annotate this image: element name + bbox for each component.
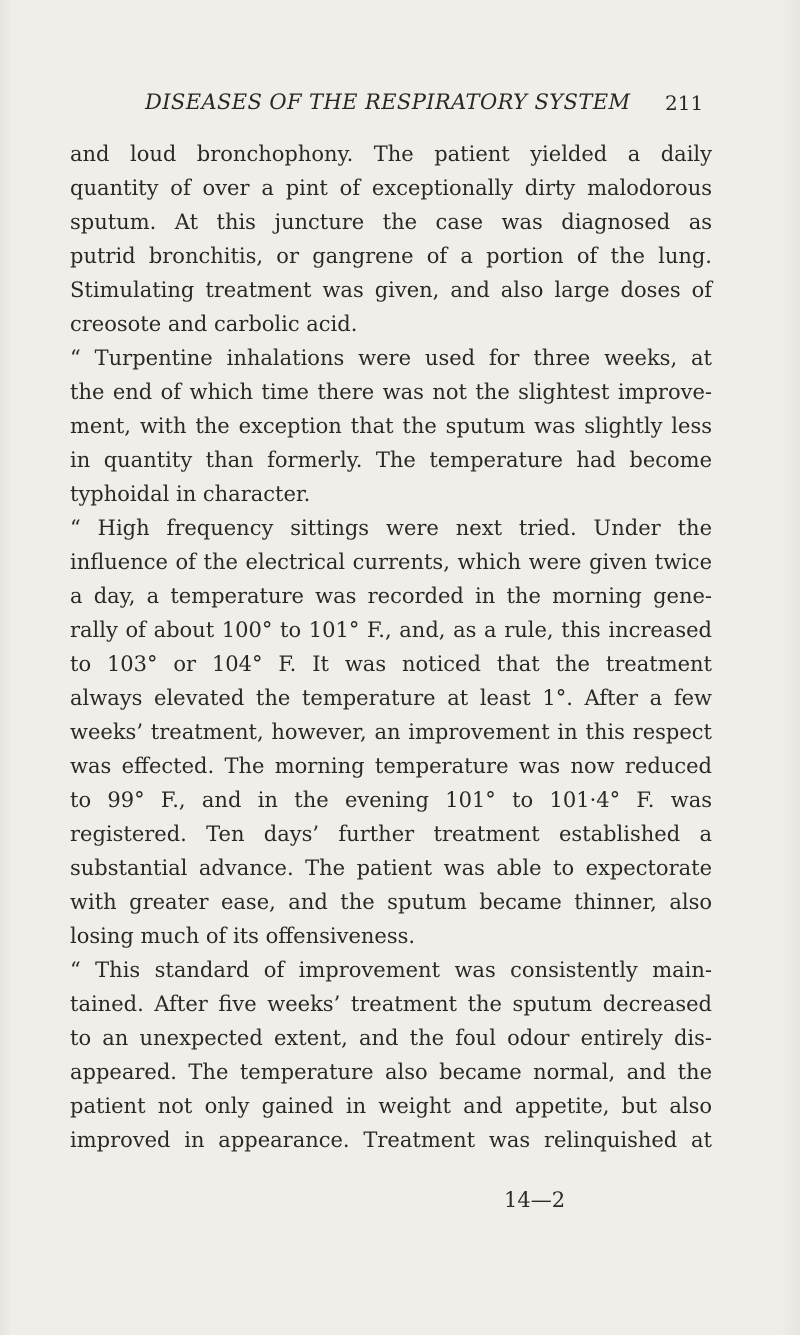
text-line: typhoidal in character. bbox=[70, 482, 311, 506]
text-line: registered. Ten days’ further treatment established a bbox=[70, 822, 712, 846]
text-line: with greater ease, and the sputum became thinner, also bbox=[70, 890, 712, 914]
text-line: always elevated the temperature at least 1°. After a few bbox=[70, 686, 712, 710]
text-line: improved in appearance. Treatment was relinquished at bbox=[70, 1128, 712, 1152]
text-line: to 99° F., and in the evening 101° to 101·4° F. was bbox=[70, 788, 712, 812]
text-line: creosote and carbolic acid. bbox=[70, 312, 358, 336]
text-line: appeared. The temperature also became normal, and the bbox=[70, 1060, 712, 1084]
text-line: was effected. The morning temperature was now reduced bbox=[70, 754, 712, 778]
text-line: to 103° or 104° F. It was noticed that the treatment bbox=[70, 652, 712, 676]
text-line: “ Turpentine inhalations were used for three weeks, at bbox=[70, 346, 712, 370]
text-line: a day, a temperature was recorded in the morning gene- bbox=[70, 584, 712, 608]
page-number: 211 bbox=[665, 91, 704, 115]
page-header bbox=[0, 90, 800, 124]
body-text bbox=[70, 137, 712, 1157]
text-line: quantity of over a pint of exceptionally dirty malodorous bbox=[70, 176, 712, 200]
text-line: tained. After five weeks’ treatment the sputum decreased bbox=[70, 992, 712, 1016]
text-line: in quantity than formerly. The temperature had become bbox=[70, 448, 712, 472]
signature-mark: 14—2 bbox=[504, 1188, 566, 1212]
text-line: substantial advance. The patient was able to expectorate bbox=[70, 856, 712, 880]
text-line: patient not only gained in weight and appetite, but also bbox=[70, 1094, 712, 1118]
text-line: ment, with the exception that the sputum was slightly less bbox=[70, 414, 712, 438]
text-line: Stimulating treatment was given, and also large doses of bbox=[70, 278, 712, 302]
text-line: losing much of its offensiveness. bbox=[70, 924, 416, 948]
text-line: “ This standard of improvement was consistently main- bbox=[70, 958, 712, 982]
text-line: rally of about 100° to 101° F., and, as a rule, this increased bbox=[70, 618, 712, 642]
text-line: putrid bronchitis, or gangrene of a portion of the lung. bbox=[70, 244, 712, 268]
running-title: DISEASES OF THE RESPIRATORY SYSTEM bbox=[145, 90, 631, 114]
text-line: the end of which time there was not the slightest improve- bbox=[70, 380, 712, 404]
text-line: sputum. At this juncture the case was diagnosed as bbox=[70, 210, 712, 234]
text-line: to an unexpected extent, and the foul odour entirely dis- bbox=[70, 1026, 712, 1050]
text-line: and loud bronchophony. The patient yielded a daily bbox=[70, 142, 712, 166]
text-line: influence of the electrical currents, which were given twice bbox=[70, 550, 712, 574]
text-line: “ High frequency sittings were next tried. Under the bbox=[70, 516, 712, 540]
text-line: weeks’ treatment, however, an improvement in this respect bbox=[70, 720, 712, 744]
